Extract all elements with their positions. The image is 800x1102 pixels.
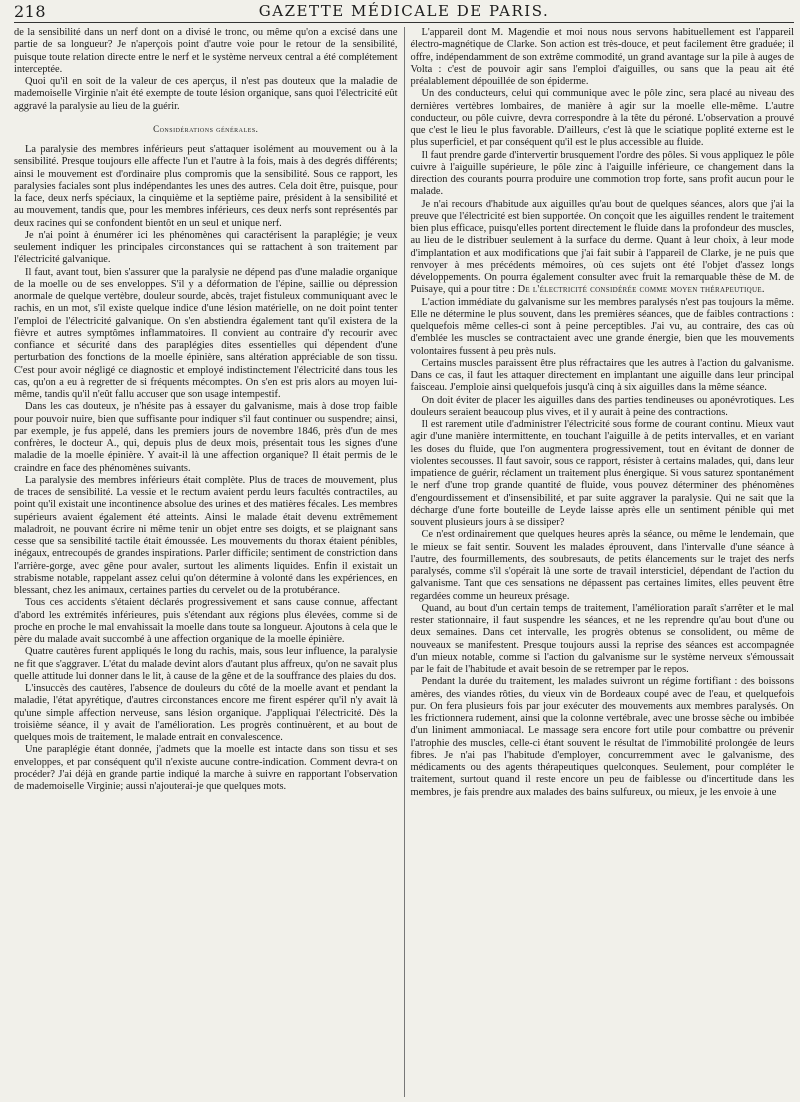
paragraph: La paralysie des membres inférieurs était complète. Plus de traces de mouvement, plus de traces de sensibilité. La vessie et le rectum avaient perdu leurs facultés contractiles, au point qu'il existait une incontinence absolue des urines et des matières fécales. Les membres supérieurs avaient également été atteints. Ainsi le malade était devenu extrêmement maladroit, ne pouvant écrire ni même tenir un objet entre ses doigts, et se plaignant sans cesse que sa sensibilité tactile était émoussée. Les mouvements du thorax étaient pénibles, inégaux, entrecoupés de grandes inspirations. Parler difficile; sentiment de constriction dans l'arrière-gorge, avec gêne pour avaler, surtout les aliments liquides. Enfin il existait un strabisme notable, rappelant assez celui qu'on détermine à volonté dans les expériences, en blessant, chez les animaux, certaines parties du cervelet ou de la protubérance. [14, 474, 398, 596]
paragraph-text: Je n'ai recours d'habitude aux aiguilles qu'au bout de quelques séances, alors que j'ai la preuve que l'électricité est bien supportée. On conçoit que les aiguilles rendent le traitement bien plus efficace, puisqu'elles portent directement le fluide dans la profondeur des muscles, au lieu de le distribuer seulement à la surface du derme. Quant à leur choix, à leur mode d'implantation et aux modifications que j'ai fait subir à l'appareil de Clarke, je ne puis que renvoyer à mes précédents mémoires, où ces sujets ont été l'objet d'assez longs développements. On pourra également consulter avec fruit la remarquable thèse de M. de Puisaye, qui a pour titre : [410, 198, 794, 296]
paragraph: Je n'ai point à énumérer ici les phénomènes qui caractérisent la paraplégie; je veux seulement indiquer les principales circonstances qui se rattachent à son traitement par l'électricité galvanique. [14, 229, 398, 266]
paragraph: Ce n'est ordinairement que quelques heures après la séance, ou même le lendemain, que le mieux se fait sentir. Souvent les malades éprouvent, dans l'intervalle d'une séance à l'autre, des fourmillements, des soubresauts, de petits élancements sur le trajet des nerfs paralysés, comme s'il s'opérait là une sorte de travail intersticiel, dépendant de l'action du galvanisme. Tant que ces sensations ne dépassent pas certaines limites, elles peuvent être regardées comme un heureux présage. [410, 529, 794, 602]
journal-title: GAZETTE MÉDICALE DE PARIS. [258, 2, 550, 20]
paragraph: Pendant la durée du traitement, les malades suivront un régime fortifiant : des boissons amères, des viandes rôties, du vieux vin de Bordeaux coupé avec de l'eau, et quelquefois pur. On fera plusieurs fois par jour exécuter des mouvements aux membres paralysés. On les frictionnera rudement, ainsi que la colonne vertébrale, avec une brosse sèche ou imbibée d'un liniment ammoniacal. Le massage sera encore fort utile pour combattre ou prévenir l'atrophie des muscles, celle-ci étant souvent le résultat de l'immobilité prolongée de leurs fibres. Je n'ai pas l'habitude d'employer, concurremment avec le galvanisme, des médicaments ou des agents thérapeutiques quelconques. Seulement, pour compléter le traitement, surtout quand il reste encore un peu de faiblesse ou d'incertitude dans les membres, je fais prendre aux malades des bains sulfureux, ou mieux, je les envoie à une [410, 676, 794, 798]
paragraph: Une paraplégie étant donnée, j'admets que la moelle est intacte dans son tissu et ses enveloppes, et par conséquent qu'il n'existe aucune contre-indication. Comment devra-t on procéder? J'ai déjà en grande partie indiqué la marche à suivre en rapportant l'observation de mademoiselle Virginie; aussi n'ajouterai-je que quelques mots. [14, 744, 398, 792]
paragraph: Quand, au bout d'un certain temps de traitement, l'amélioration paraît s'arrêter et le mal rester stationnaire, il faut suspendre les séances, et ne les reprendre qu'au bout d'une ou deux semaines. Dans cet intervalle, les progrès obtenus se consolident, ou même de nouveaux se manifestent. Presque toujours aussi la reprise des séances est accompagnée d'un mieux notable, comme si l'action du galvanisme sur le système nerveux s'émoussait par le fait de l'habitude et avait besoin de se retremper par le repos. [410, 602, 794, 675]
paragraph: Dans les cas douteux, je n'hésite pas à essayer du galvanisme, mais à dose trop faible pour pouvoir nuire, bien que suffisante pour indiquer s'il faut continuer ou suspendre; ainsi, par exemple, je fus appelé, dans les premiers jours de novembre 1846, près d'un de mes confrères, le docteur A., qui, depuis plus de deux mois, présentait tous les signes d'une maladie de la moelle épinière. Y avait-il là une affection organique? Il était permis de le craindre en face des phénomènes suivants. [14, 401, 398, 474]
paragraph: L'insuccès des cautères, l'absence de douleurs du côté de la moelle avant et pendant la maladie, l'état apyrétique, d'autres circonstances encore me firent espérer qu'il n'y avait là qu'une simple affection nerveuse, sans lésion organique. J'appliquai l'électricité. Dès la troisième séance, il y avait de l'amélioration. Les progrès continuèrent, et au bout de quelques mois de traitement, le malade entrait en convalescence. [14, 683, 398, 743]
paragraph: L'action immédiate du galvanisme sur les membres paralysés n'est pas toujours la même. Elle ne détermine le plus souvent, dans les premières séances, que de faibles contractions : quelquefois même celles-ci sont à peine perceptibles. J'ai vu, au contraire, des cas où d'emblée les muscles se contractaient avec une grande énergie, bien que les mouvements volontaires fussent à peu près nuls. [410, 296, 794, 357]
paragraph [411, 199, 795, 297]
paragraph: L'appareil dont M. Magendie et moi nous nous servons habituellement est l'appareil électro-magnétique de Clarke. Son action est très-douce, et peut facilement être graduée; il offre, indépendamment de son extrême commodité, un grand avantage sur la pile à auges de Volta : c'est de pouvoir agir sans l'emploi d'aiguilles, ou sans que la peau ait été préalablement dépouillée de son épiderme. [410, 27, 794, 87]
paragraph: Un des conducteurs, celui qui communique avec le pôle zinc, sera placé au niveau des dernières vertèbres lombaires, de manière à agir sur la moelle elle-même. L'autre conducteur, ou pôle cuivre, devra correspondre à la tête du péroné. L'observation a prouvé que c'est le lieu le plus favorable. D'ailleurs, c'est là que le sciatique poplité externe est le plus superficiel, et par conséquent qu'il est le plus accessible au fluide. [410, 88, 794, 149]
section-title: Considérations générales. [153, 123, 259, 134]
cited-thesis-title: De l'électricité considérée comme moyen thérapeutique. [517, 284, 765, 296]
paragraph: La paralysie des membres inférieurs peut s'attaquer isolément au mouvement ou à la sensibilité. Presque toujours elle affecte l'un et l'autre à la fois, mais à des degrés différents; ainsi le mouvement est d'ordinaire plus compromis que la sensibilité. Sous ce rapport, les paralysies faciales sont plus indépendantes les unes des autres. Cela doit être, puisque, pour la face, deux nerfs spéciaux, la cinquième et la septième paire, président à la sensibilité et au mouvement, tandis que, pour les membres inférieurs, ces deux nerfs sont représentés par deux racines qui se confondent bientôt en un seul et unique nerf. [14, 144, 398, 229]
page-number: 218 [14, 2, 47, 21]
paragraph: Tous ces accidents s'étaient déclarés progressivement et sans cause connue, affectant d'abord les extrémités inférieures, puis s'étendant aux régions plus élevées, comme si de proche en proche le mal envahissait la moelle dans toute sa longueur. Ajoutons à cela que le père du malade avait succombé à une affection organique de la moelle épinière. [14, 597, 398, 645]
article-columns [14, 27, 794, 1097]
paragraph: Quoi qu'il en soit de la valeur de ces aperçus, il n'est pas douteux que la maladie de mademoiselle Virginie n'ait été exempte de toute lésion organique, sans quoi l'électricité eût aggravé la paralysie au lieu de la guérir. [14, 76, 398, 112]
paragraph: Certains muscles paraissent être plus réfractaires que les autres à l'action du galvanisme. Dans ce cas, il faut les attaquer directement en implantant une aiguille dans leur principal faisceau. J'emploie ainsi quelquefois jusqu'à cinq à six aiguilles dans la même séance. [410, 357, 794, 394]
paragraph: On doit éviter de placer les aiguilles dans des parties tendineuses ou aponévrotiques. Les douleurs seraient beaucoup plus vives, et il y aurait à peine des contractions. [410, 394, 794, 418]
paragraph: Il faut prendre garde d'intervertir brusquement l'ordre des pôles. Si vous appliquez le pôle cuivre à l'aiguille supérieure, le pôle zinc à l'aiguille inférieure, ce changement dans la direction des courants pourra produire une commotion trop forte, sans profit aucun pour le malade. [410, 149, 794, 198]
right-column [404, 27, 795, 1097]
paragraph: Quatre cautères furent appliqués le long du rachis, mais, sous leur influence, la paralysie ne fit que s'aggraver. L'état du malade devint alors d'autant plus affreux, qu'on ne savait plus quelle attitude lui donner dans le lit, à cause de la gêne et de la souffrance des plaies du dos. [14, 646, 398, 682]
paragraph: de la sensibilité dans un nerf dont on a divisé le tronc, ou même qu'on a excisé dans une partie de sa longueur? Je n'aperçois point d'autre voie pour le retour de la sensibilité, puisque toute relation directe entre le nerf et le système nerveux central a été complétement interceptée. [14, 27, 398, 75]
left-column [14, 27, 404, 1097]
paragraph: Il est rarement utile d'administrer l'électricité sous forme de courant continu. Mieux vaut agir d'une manière intermittente, en touchant l'aiguille à de petits intervalles, et en variant les doses du fluide, que l'on augmentera progressivement, tout en évitant de donner de violentes secousses. Il faut savoir, sous ce rapport, résister à certains malades, qui, dans leur impatience de guérir, réclament un traitement plus énergique. Si vous saturez spontanément le nerf d'une trop grande quantité de fluide, vous pouvez déterminer des phénomènes d'engourdissement et d'insensibilité, et par suite aggraver la paralysie. Qui ne sait que la décharge d'une forte bouteille de Leyde laisse après elle un sentiment pénible qui met souvent plusieurs jours à se dissiper? [410, 419, 794, 528]
page-header [14, 0, 794, 23]
paragraph: Il faut, avant tout, bien s'assurer que la paralysie ne dépend pas d'une maladie organique de la moelle ou de ses enveloppes. S'il y a déformation de l'épine, saillie ou dépression anormale de quelque vertèbre, douleur sourde, abcès, trajet fistuleux communiquant avec le rachis, en un mot, s'il existe quelque indice d'une lésion matérielle, on ne doit point tenter l'emploi de l'électricité galvanique. On s'en abstiendra également tant qu'il existera de la fièvre et autres symptômes inflammatoires. Il convient au contraire d'y recourir avec confiance et sécurité dans des paraplégies dites essentielles qui dépendent d'une perturbation des fonctions de la moelle épinière, sans altération appréciable de son tissu. C'est pour avoir négligé ce diagnostic et employé indistinctement l'électricité dans tous les cas, qu'on a eu à regretter de si fréquents mécomptes. On s'en est pris alors au moyen lui-même, tandis qu'il n'eût fallu accuser que son usage intempestif. [14, 266, 398, 400]
